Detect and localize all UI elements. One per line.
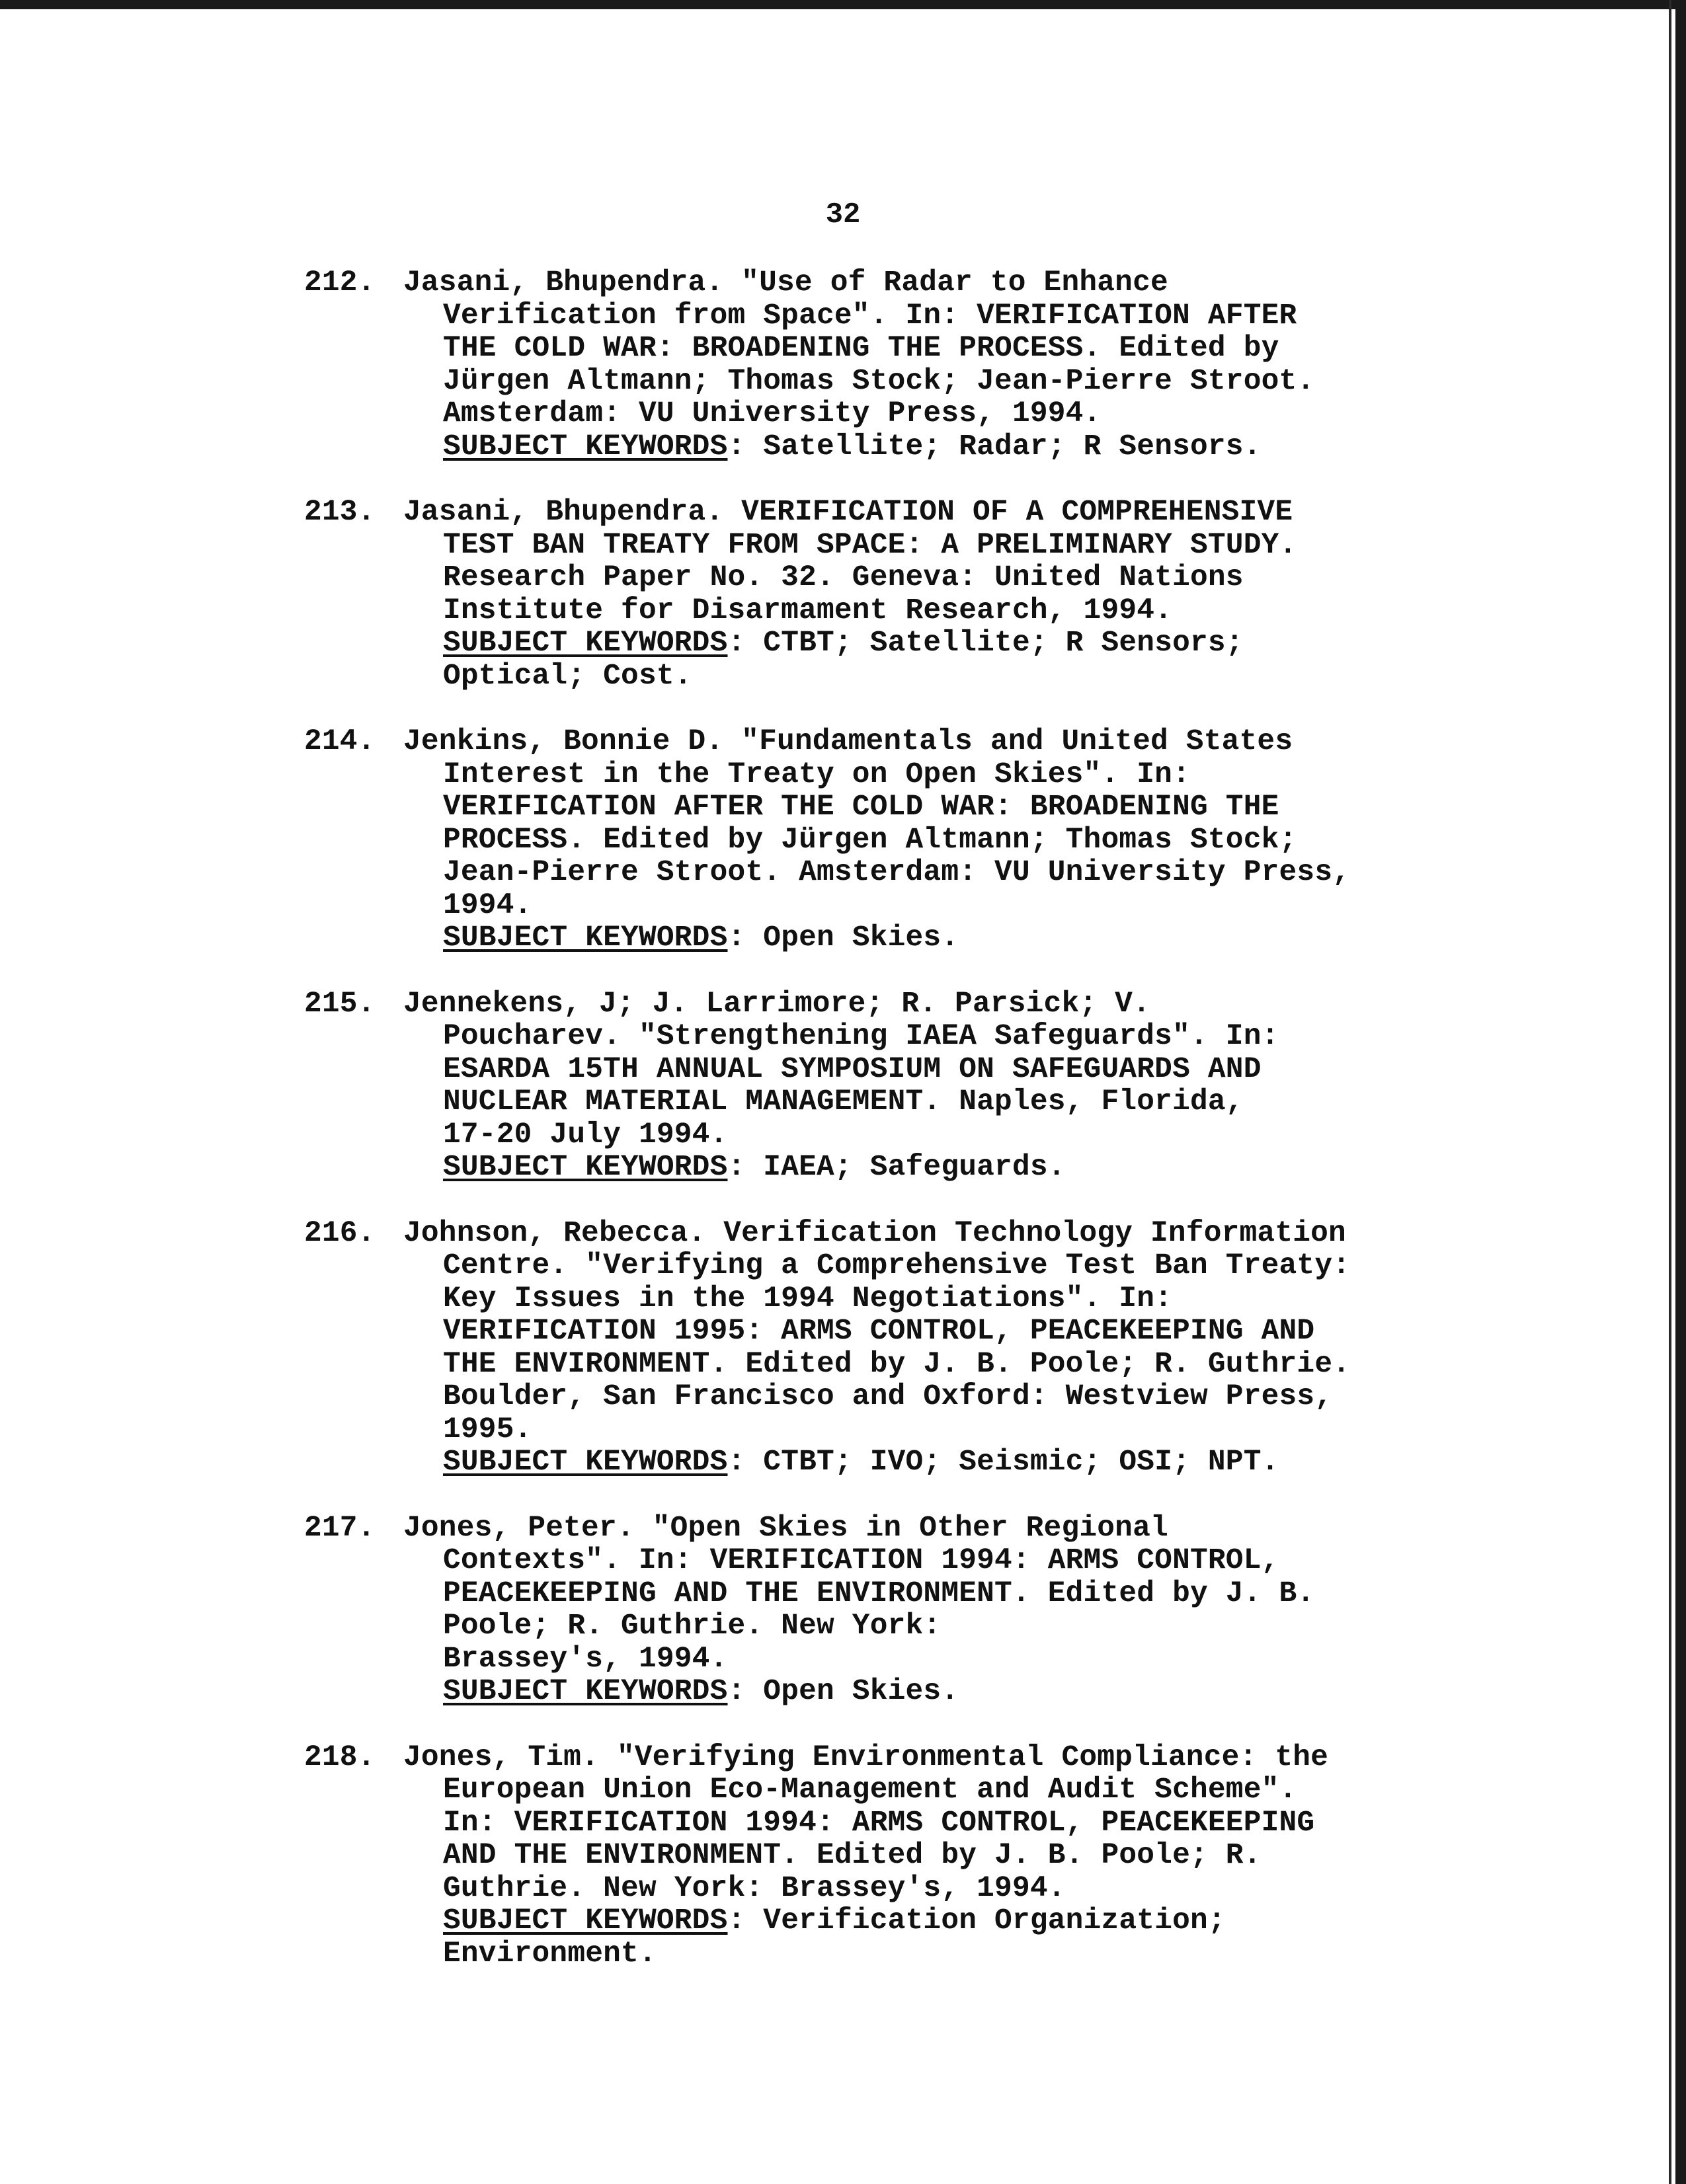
entry-number: 214. <box>304 725 376 758</box>
bibliography-list <box>304 267 1560 2004</box>
entry-citation-line: Brassey's, 1994. <box>443 1642 728 1676</box>
entry-citation-line: In: VERIFICATION 1994: ARMS CONTROL, PEACEKEEPING <box>443 1806 1315 1840</box>
entry-number: 218. <box>304 1740 376 1774</box>
entry-number: 216. <box>304 1216 376 1250</box>
scan-right-edge <box>1675 0 1686 2184</box>
bibliography-entry <box>304 1742 1560 1971</box>
entry-keywords-line <box>443 1676 1560 1709</box>
subject-keywords-value: : Open Skies. <box>727 1675 959 1708</box>
bibliography-entry <box>304 1512 1560 1709</box>
subject-keywords-value: : CTBT; Satellite; R Sensors; <box>727 627 1244 660</box>
subject-keywords-label: SUBJECT KEYWORDS <box>443 1904 728 1937</box>
entry-citation-line: 1994. <box>443 888 532 922</box>
entry-citation-line: European Union Eco-Management and Audit Scheme". <box>443 1774 1297 1807</box>
subject-keywords-label: SUBJECT KEYWORDS <box>443 430 728 463</box>
entry-author-line: Jenkins, Bonnie D. "Fundamentals and United States <box>403 725 1293 758</box>
entry-author-line: Jasani, Bhupendra. "Use of Radar to Enhance <box>403 266 1168 299</box>
subject-keywords-value: Optical; Cost. <box>443 659 692 693</box>
subject-keywords-label: SUBJECT KEYWORDS <box>443 1151 728 1184</box>
bibliography-entry <box>304 726 1560 955</box>
entry-citation-line: PEACEKEEPING AND THE ENVIRONMENT. Edited by J. B. <box>443 1577 1315 1610</box>
subject-keywords-value: : Open Skies. <box>727 921 959 955</box>
bibliography-entry <box>304 496 1560 693</box>
bibliography-entry <box>304 988 1560 1185</box>
entry-citation-line: Key Issues in the 1994 Negotiations". In: <box>443 1282 1173 1315</box>
entry-citation-line: VERIFICATION 1995: ARMS CONTROL, PEACEKEEPING AND <box>443 1315 1315 1348</box>
subject-keywords-value: : Verification Organization; <box>727 1904 1226 1937</box>
entry-keywords-line <box>443 1938 1560 1971</box>
entry-citation-line: Institute for Disarmament Research, 1994. <box>443 594 1173 627</box>
entry-citation-line: Interest in the Treaty on Open Skies". In: <box>443 758 1190 791</box>
entry-citation-line: Centre. "Verifying a Comprehensive Test Ban Treaty: <box>443 1249 1351 1282</box>
subject-keywords-label: SUBJECT KEYWORDS <box>443 1446 728 1479</box>
entry-citation-line: NUCLEAR MATERIAL MANAGEMENT. Naples, Florida, <box>443 1085 1244 1118</box>
entry-number: 212. <box>304 266 376 299</box>
entry-citation-line: Poole; R. Guthrie. New York: <box>443 1610 942 1643</box>
entry-number: 213. <box>304 496 376 529</box>
bibliography-entry <box>304 267 1560 463</box>
subject-keywords-label: SUBJECT KEYWORDS <box>443 1675 728 1708</box>
entry-number: 217. <box>304 1511 376 1545</box>
subject-keywords-value: : IAEA; Safeguards. <box>727 1151 1066 1184</box>
entry-keywords-line <box>443 431 1560 464</box>
subject-keywords-label: SUBJECT KEYWORDS <box>443 627 728 660</box>
entry-citation-line: Jürgen Altmann; Thomas Stock; Jean-Pierre Stroot. <box>443 364 1315 398</box>
entry-citation-line: Jean-Pierre Stroot. Amsterdam: VU University Press, <box>443 856 1351 889</box>
subject-keywords-value: Environment. <box>443 1937 657 1970</box>
entry-citation-line: VERIFICATION AFTER THE COLD WAR: BROADENING THE <box>443 791 1279 824</box>
entry-keywords-line <box>443 627 1560 660</box>
entry-keywords-line <box>443 1151 1560 1185</box>
entry-citation-line: ESARDA 15TH ANNUAL SYMPOSIUM ON SAFEGUARDS AND <box>443 1052 1262 1086</box>
entry-author-line: Jennekens, J; J. Larrimore; R. Parsick; V. <box>403 987 1150 1021</box>
entry-citation-line: THE COLD WAR: BROADENING THE PROCESS. Edited by <box>443 332 1279 365</box>
entry-author-line: Jasani, Bhupendra. VERIFICATION OF A COMPREHENSIVE <box>403 496 1293 529</box>
subject-keywords-label: SUBJECT KEYWORDS <box>443 921 728 955</box>
entry-author-line: Johnson, Rebecca. Verification Technology Information <box>403 1216 1346 1250</box>
entry-citation-line: THE ENVIRONMENT. Edited by J. B. Poole; R. Guthrie. <box>443 1347 1351 1381</box>
bibliography-entry <box>304 1218 1560 1479</box>
entry-number: 215. <box>304 987 376 1021</box>
entry-keywords-line <box>443 922 1560 955</box>
entry-citation-line: Amsterdam: VU University Press, 1994. <box>443 397 1102 430</box>
entry-citation-line: Contexts". In: VERIFICATION 1994: ARMS CONTROL, <box>443 1544 1279 1577</box>
scan-right-edge-inner <box>1669 0 1671 2184</box>
entry-citation-line: Boulder, San Francisco and Oxford: Westview Press, <box>443 1380 1333 1413</box>
entry-citation-line: Guthrie. New York: Brassey's, 1994. <box>443 1871 1066 1905</box>
subject-keywords-value: : CTBT; IVO; Seismic; OSI; NPT. <box>727 1446 1279 1479</box>
entry-citation-line: TEST BAN TREATY FROM SPACE: A PRELIMINARY STUDY. <box>443 528 1297 562</box>
entry-citation-line: Research Paper No. 32. Geneva: United Nations <box>443 561 1244 594</box>
scan-top-edge <box>0 0 1686 9</box>
entry-citation-line: 17-20 July 1994. <box>443 1118 728 1151</box>
entry-author-line: Jones, Tim. "Verifying Environmental Compliance: the <box>403 1740 1329 1774</box>
entry-citation-line: Poucharev. "Strengthening IAEA Safeguards". In: <box>443 1020 1279 1053</box>
entry-citation-line: AND THE ENVIRONMENT. Edited by J. B. Poole; R. <box>443 1839 1262 1872</box>
entry-keywords-line <box>443 1446 1560 1479</box>
entry-citation-line: PROCESS. Edited by Jürgen Altmann; Thomas Stock; <box>443 823 1297 857</box>
entry-keywords-line <box>443 1905 1560 1938</box>
entry-citation-line: Verification from Space". In: VERIFICATION AFTER <box>443 299 1297 332</box>
entry-author-line: Jones, Peter. "Open Skies in Other Regional <box>403 1511 1168 1545</box>
entry-keywords-line <box>443 660 1560 693</box>
entry-citation-line: 1995. <box>443 1413 532 1446</box>
page-number: 32 <box>825 198 861 231</box>
subject-keywords-value: : Satellite; Radar; R Sensors. <box>727 430 1262 463</box>
